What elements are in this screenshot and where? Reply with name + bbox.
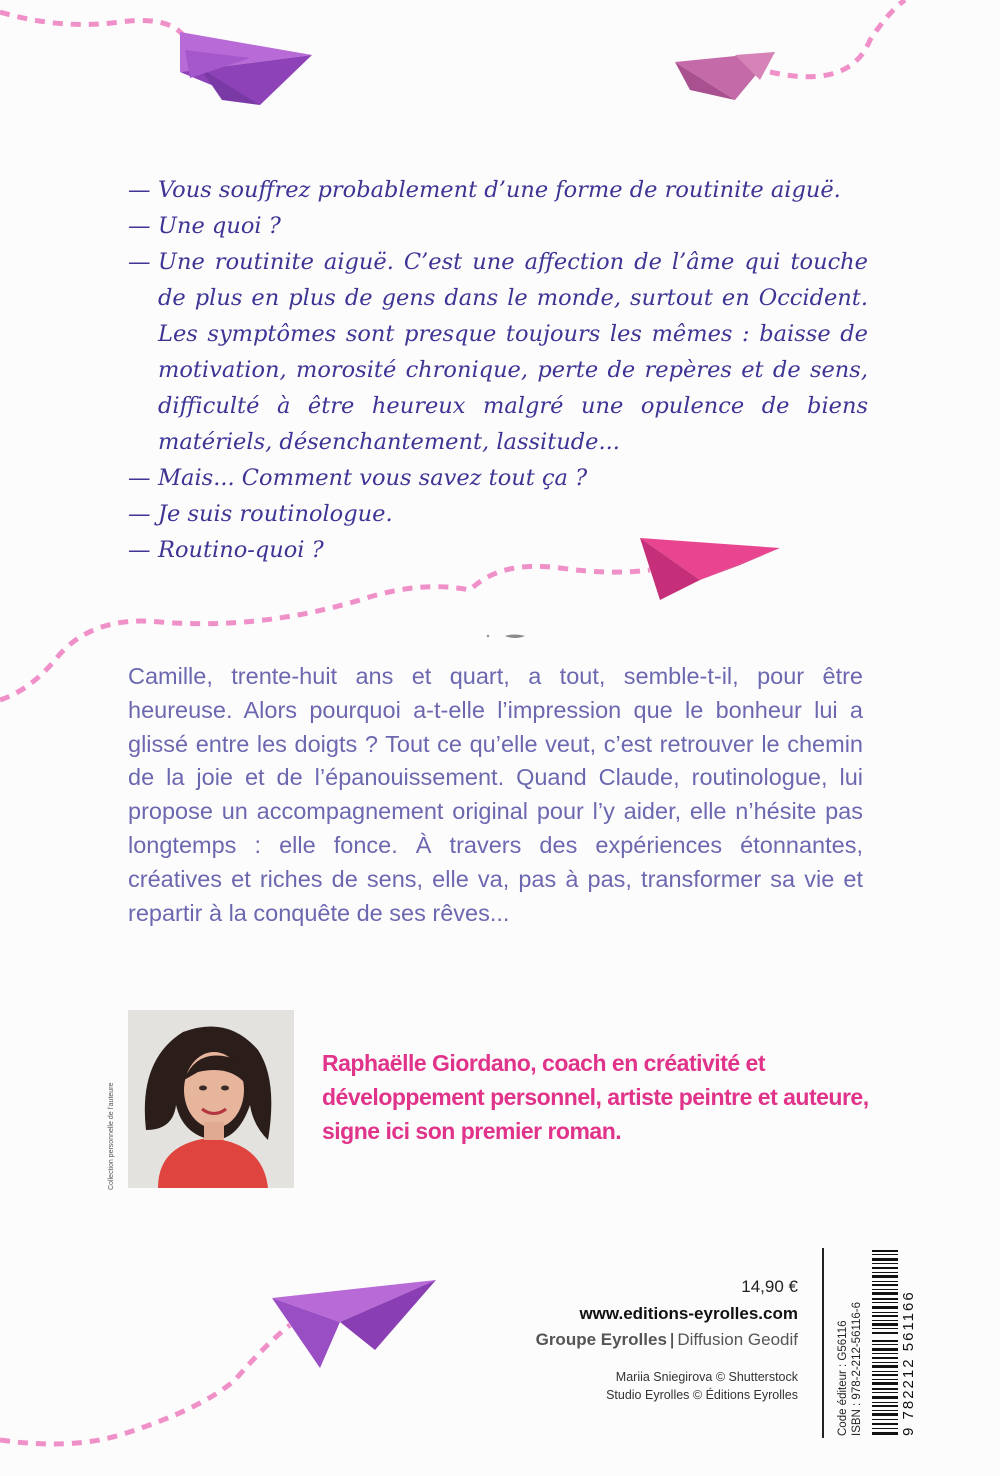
- barcode-digits: 9 782212 561166: [900, 1290, 917, 1436]
- author-bio: Raphaëlle Giordano, coach en créativité et développement personnel, artiste peintre et auteure, signe ici son premier roman.: [322, 1050, 869, 1144]
- photo-credit: Collection personnelle de l’auteure: [108, 1082, 115, 1190]
- dialogue-line: — Mais... Comment vous savez tout ça ?: [128, 465, 588, 491]
- credit-line: Studio Eyrolles © Éditions Eyrolles: [606, 1388, 798, 1402]
- editor-code: Code éditeur : G56116: [837, 1320, 849, 1436]
- paper-plane-icon: [272, 1280, 436, 1368]
- dialogue-quote: [128, 172, 868, 568]
- dashed-flight-path: [0, 12, 190, 48]
- paper-plane-icon: [675, 52, 775, 100]
- dialogue-line: — Vous souffrez probablement d’une forme de routinite aiguë.: [128, 177, 841, 203]
- dashed-flight-path: [770, 0, 905, 77]
- author-photo: [128, 1010, 294, 1188]
- distribution: Diffusion Geodif: [677, 1330, 798, 1349]
- isbn: ISBN : 978-2-212-56116-6: [851, 1301, 863, 1436]
- group-name: Groupe Eyrolles: [535, 1330, 667, 1349]
- credit-line: Mariia Sniegirova © Shutterstock: [615, 1370, 798, 1384]
- dashed-flight-path: [0, 1325, 290, 1444]
- separator: |: [669, 1330, 675, 1349]
- paper-plane-icon: [180, 32, 312, 105]
- dialogue-line: — Je suis routinologue.: [128, 501, 393, 527]
- author-portrait: [128, 1010, 294, 1188]
- book-summary: Camille, trente-huit ans et quart, a tout, semble-t-il, pour être heureuse. Alors pourquoi a-t-elle l’impression que le bonheur lui a glissé entre les doigts ? Tout ce qu’elle veut, c’est retrouver le chemin de la joie et de l’épanouissement. Quand Claude, routinologue, lui propose un accompagnement original pour l’y aider, elle n’hésite pas longtemps : elle fonce. À travers des expériences étonnantes, créatives et riches de sens, elle va, pas à pas, transformer sa vie et repartir à la conquête de ses rêves...: [128, 663, 863, 926]
- price: 14,90 €: [741, 1277, 798, 1296]
- isbn-block: [836, 1302, 864, 1436]
- dialogue-line: — Une routinite aiguë. C’est une affection de l’âme qui touche de plus en plus de gens dans le monde, surtout en Occident. Les symptômes sont presque toujours les mêmes : baisse de motivation, morosité chronique, perte de repères et de sens, difficulté à être heureux malgré une opulence de biens matériels, désenchantement, lassitude...: [128, 249, 868, 455]
- barcode-block: [822, 1248, 952, 1443]
- dialogue-line: — Routino-quoi ?: [128, 537, 324, 563]
- publisher-website: www.editions-eyrolles.com: [579, 1304, 798, 1323]
- divider-line: [822, 1248, 824, 1438]
- publisher-info: [536, 1276, 798, 1404]
- small-mark: [487, 635, 525, 639]
- publisher-group: [536, 1328, 798, 1352]
- dialogue-line: — Une quoi ?: [128, 213, 281, 239]
- barcode-icon: [872, 1248, 898, 1438]
- image-credits: [536, 1368, 798, 1404]
